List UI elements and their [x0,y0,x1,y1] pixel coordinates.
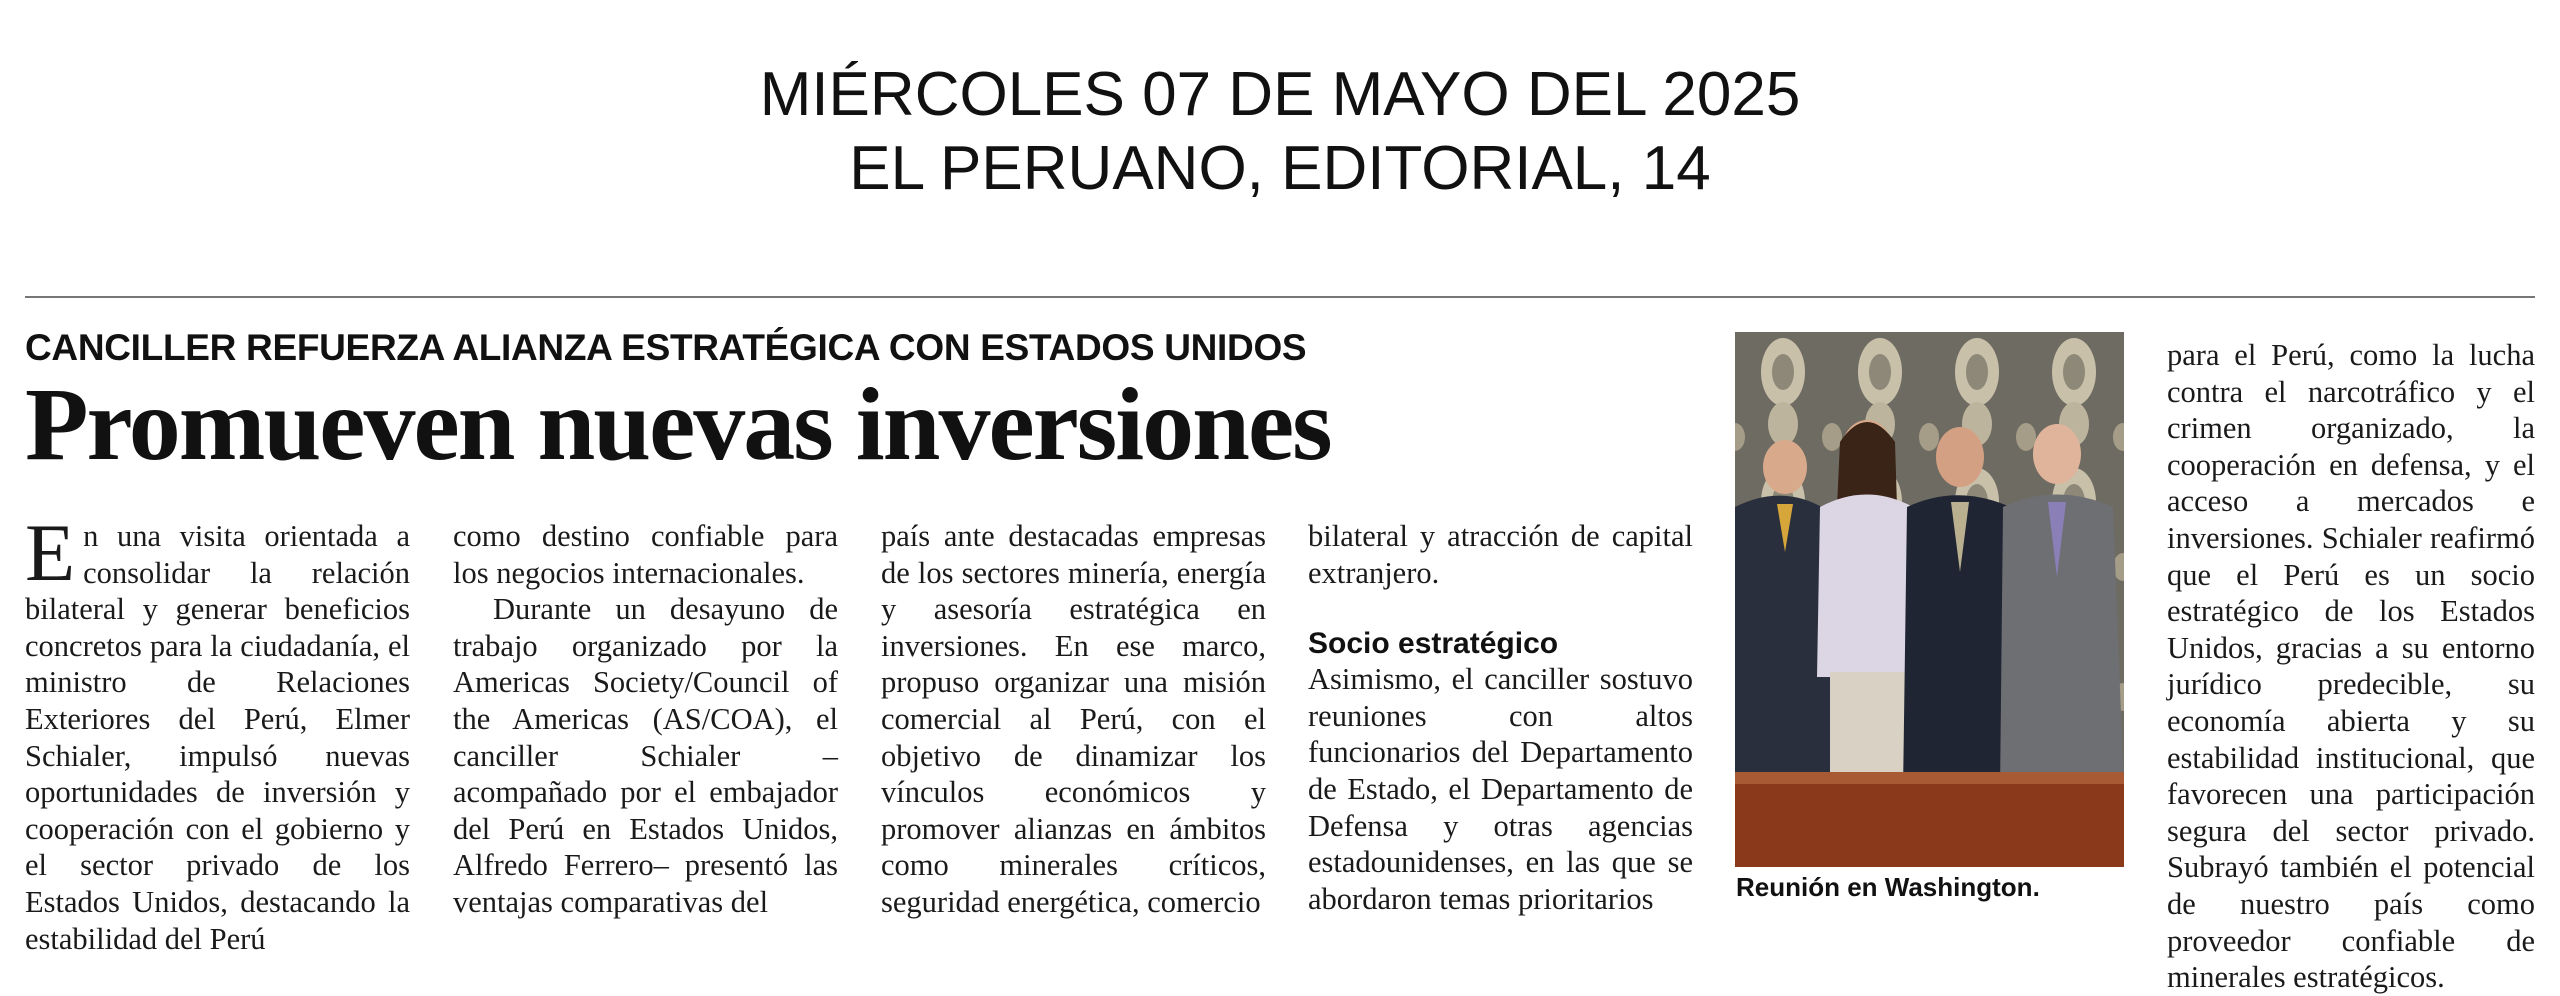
article-column-5 [2167,337,2535,995]
article-column-4 [1308,518,1693,916]
article-headline: Promueven nuevas inversiones [25,367,1331,482]
column-2-paragraph-2: Durante un desayuno de trabajo organizado por la Americas Society/Council of the Americas (AS/COA), el canciller Schialer –acompañado por el embajador del Perú en Estados Unidos, Alfredo Ferrero– presentó las ventajas comparativas del [453,592,838,919]
photo-caption: Reunión en Washington. [1736,872,2040,902]
header-date-line: MIÉRCOLES 07 DE MAYO DEL 2025 [759,60,1801,129]
column-3-text: país ante destacadas empresas de los sectores minería, energía y asesoría estratégica en inversiones. En ese marco, propuso organizar una misión comercial al Perú, con el objetivo de dinamizar los vínculos económicos y promover alianzas en ámbitos como minerales críticos, seguridad energética, comercio [881,519,1266,919]
column-4-paragraph-2: Asimismo, el canciller sostuvo reuniones con altos funcionarios del Departamento de Estado, el Departamento de Defensa y otras agencias estadounidenses, en las que se abordaron temas prioritarios [1308,662,1693,916]
column-2-paragraph-1: como destino confiable para los negocios internacionales. [453,519,838,590]
page-header [0,58,2560,206]
column-5-text: para el Perú, como la lucha contra el narcotráfico y el crimen organizado, la cooperación en defensa, y el acceso a mercados e inversiones. Schialer reafirmó que el Perú es un socio estratégico de los Estados Unidos, gracias a su entorno jurídico predecible, su economía abierta y su estabilidad institucional, que favorecen una participación segura del sector privado. Subrayó también el potencial de nuestro país como proveedor confiable de minerales estratégicos. [2167,338,2535,995]
article-column-2 [453,518,838,919]
article-column-3 [881,518,1266,919]
article-column-1 [25,507,410,956]
column-1-text: n una visita orientada a consolidar la relación bilateral y generar beneficios concretos para la ciudadanía, el ministro de Relaciones Exteriores del Perú, Elmer Schialer, impulsó nuevas oportunidades de inversión y cooperación con el gobierno y el sector privado de los Estados Unidos, destacando la estabilidad del Perú [25,519,410,956]
header-source-line: EL PERUANO, EDITORIAL, 14 [849,134,1711,203]
article-kicker: CANCILLER REFUERZA ALIANZA ESTRATÉGICA CON ESTADOS UNIDOS [25,327,1307,368]
header-divider [25,296,2535,298]
article-photo [1735,332,2124,867]
section-subhead: Socio estratégico [1308,627,1559,661]
meeting-photo-illustration [1735,332,2124,867]
drop-cap: E [25,507,76,598]
column-4-paragraph-1: bilateral y atracción de capital extranjero. [1308,519,1693,590]
